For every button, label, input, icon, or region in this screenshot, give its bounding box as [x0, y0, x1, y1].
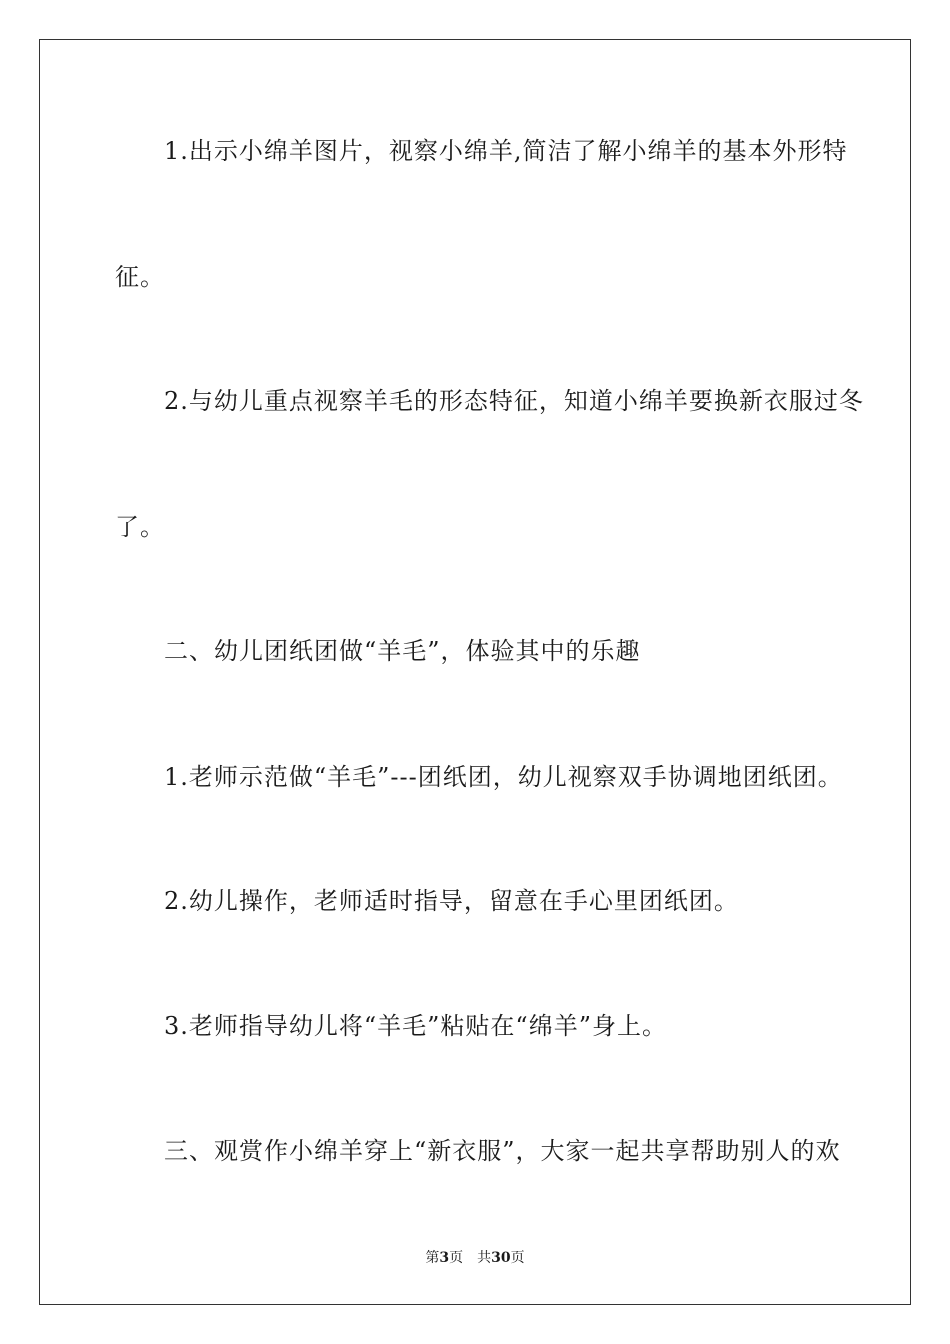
footer-page-current: 3	[439, 1250, 450, 1266]
paragraph-step-1: 1.老师示范做“羊毛”---团纸团，幼儿视察双手协调地团纸团。	[164, 763, 843, 791]
footer-page-total: 30	[491, 1250, 511, 1266]
footer-total-prefix: 共	[477, 1250, 492, 1266]
paragraph-2-line-2: 了。	[115, 513, 165, 541]
paragraph-1-line-2: 征。	[115, 263, 165, 291]
footer-page-suffix: 页	[449, 1250, 464, 1266]
page-footer	[40, 1249, 910, 1267]
page-frame	[39, 39, 911, 1305]
paragraph-step-3: 3.老师指导幼儿将“羊毛”粘贴在“绵羊”身上。	[164, 1012, 667, 1040]
section-heading-3: 三、观赏作小绵羊穿上“新衣服”，大家一起共享帮助别人的欢	[164, 1137, 841, 1165]
footer-total-suffix: 页	[510, 1250, 525, 1266]
paragraph-1-line-1: 1.出示小绵羊图片，视察小绵羊,简洁了解小绵羊的基本外形特	[164, 137, 848, 165]
section-heading-2: 二、幼儿团纸团做“羊毛”，体验其中的乐趣	[164, 637, 641, 665]
paragraph-2-line-1: 2.与幼儿重点视察羊毛的形态特征，知道小绵羊要换新衣服过冬	[164, 387, 864, 415]
paragraph-step-2: 2.幼儿操作，老师适时指导，留意在手心里团纸团。	[164, 887, 739, 915]
footer-page-prefix: 第	[425, 1250, 440, 1266]
